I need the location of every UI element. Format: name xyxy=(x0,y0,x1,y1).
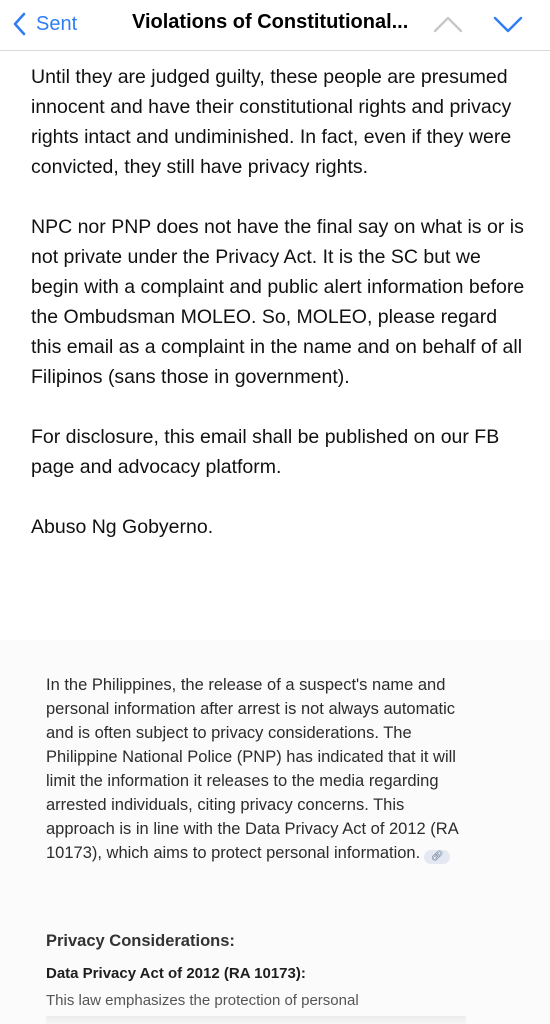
back-label: Sent xyxy=(36,12,78,35)
navigation-bar xyxy=(0,0,550,51)
chevron-down-icon[interactable] xyxy=(492,12,524,36)
quoted-paragraph-text: In the Philippines, the release of a suspect's name and personal information after arrest is not always automatic and is often subject to privacy considerations. The Philippine National Police (PNP) has indicated that it will limit the information it releases to the media regarding arrested individuals, citing privacy concerns. This approach is in line with the Data Privacy Act of 2012 (RA 10173), which aims to protect personal information. xyxy=(46,676,458,862)
quoted-body-text: This law emphasizes the protection of personal xyxy=(46,992,359,1009)
embedded-screenshot xyxy=(0,640,550,1024)
message-signature: Abuso Ng Gobyerno. xyxy=(31,516,214,538)
quoted-subheading: Data Privacy Act of 2012 (RA 10173): xyxy=(46,965,306,982)
chevron-left-icon xyxy=(12,12,28,36)
quoted-paragraph xyxy=(46,673,466,865)
link-icon[interactable]: 🔗︎ xyxy=(424,850,450,864)
back-button[interactable] xyxy=(12,9,77,39)
clipped-text-line xyxy=(46,1016,466,1024)
message-body xyxy=(31,62,531,542)
message-paragraph: For disclosure, this email shall be published on our FB page and advocacy platform. xyxy=(31,426,500,478)
quoted-heading: Privacy Considerations: xyxy=(46,932,235,950)
message-paragraph: Until they are judged guilty, these people are presumed innocent and have their constitutional rights and privacy rights intact and undiminished. In fact, even if they were convicted, they still have privacy rights. xyxy=(31,66,512,178)
message-paragraph: NPC nor PNP does not have the final say on what is or is not private under the Privacy Act. It is the SC but we begin with a complaint and public alert information before the Ombudsman MOLEO. So, MOLEO, please regard this email as a complaint in the name and on behalf of all Filipinos (sans those in government). xyxy=(31,216,525,388)
chevron-up-icon[interactable] xyxy=(432,12,464,36)
message-subject-title: Violations of Constitutional... xyxy=(132,11,409,33)
